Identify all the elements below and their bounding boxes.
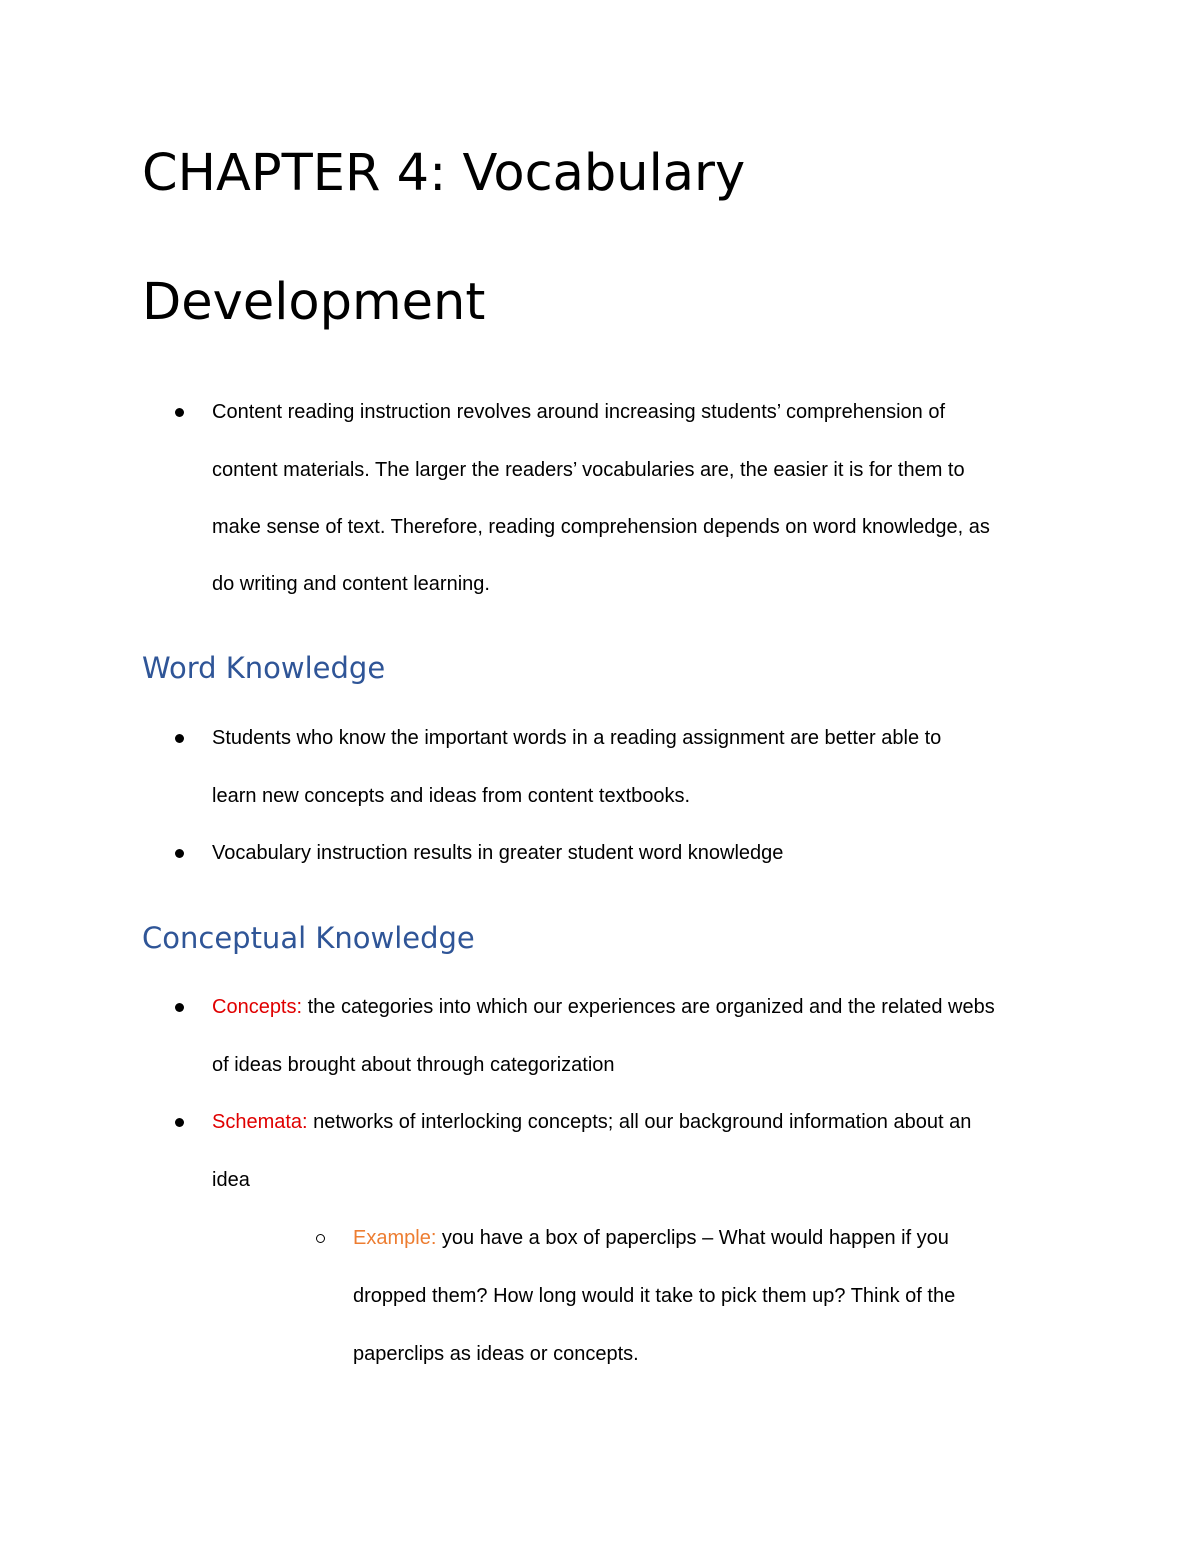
bullet-icon	[175, 734, 184, 743]
intro-line-2: content materials. The larger the readers’ vocabularies are, the easier it is for them to	[212, 459, 965, 481]
example-text: you have a box of paperclips – What would happen if you	[436, 1227, 949, 1249]
schemata-bullet-line-2: idea	[212, 1169, 250, 1191]
concepts-term: Concepts:	[212, 996, 303, 1018]
bullet-icon	[175, 1003, 184, 1012]
word-knowledge-bullet-1-line-1: Students who know the important words in a reading assignment are better able to	[212, 727, 942, 749]
example-subbullet-line-2: dropped them? How long would it take to pick them up? Think of the	[353, 1285, 956, 1307]
intro-line-3: make sense of text. Therefore, reading comprehension depends on word knowledge, as	[212, 516, 990, 538]
schemata-term: Schemata:	[212, 1111, 308, 1133]
example-subbullet-line-3: paperclips as ideas or concepts.	[353, 1343, 639, 1365]
section-heading-conceptual-knowledge: Conceptual Knowledge	[142, 921, 475, 955]
schemata-bullet-line-1	[212, 1107, 971, 1137]
intro-line-1: Content reading instruction revolves around increasing students’ comprehension of	[212, 401, 946, 423]
word-knowledge-bullet-2-line-1: Vocabulary instruction results in greater student word knowledge	[212, 842, 784, 864]
bullet-icon	[175, 1118, 184, 1127]
concepts-definition: the categories into which our experiences are organized and the related webs	[302, 996, 995, 1018]
word-knowledge-bullet-1-line-2: learn new concepts and ideas from content textbooks.	[212, 785, 691, 807]
hollow-bullet-icon	[316, 1234, 325, 1243]
intro-line-4: do writing and content learning.	[212, 573, 490, 595]
title-line-1: CHAPTER 4: Vocabulary	[142, 144, 746, 203]
bullet-icon	[175, 849, 184, 858]
example-subbullet-line-1	[353, 1223, 949, 1253]
section-heading-word-knowledge: Word Knowledge	[142, 651, 386, 685]
schemata-definition: networks of interlocking concepts; all our background information about an	[307, 1111, 972, 1133]
title-line-2: Development	[142, 273, 486, 332]
bullet-icon	[175, 408, 184, 417]
concepts-bullet-line-1	[212, 992, 995, 1022]
example-term: Example:	[353, 1227, 437, 1249]
concepts-bullet-line-2: of ideas brought about through categorization	[212, 1054, 615, 1076]
